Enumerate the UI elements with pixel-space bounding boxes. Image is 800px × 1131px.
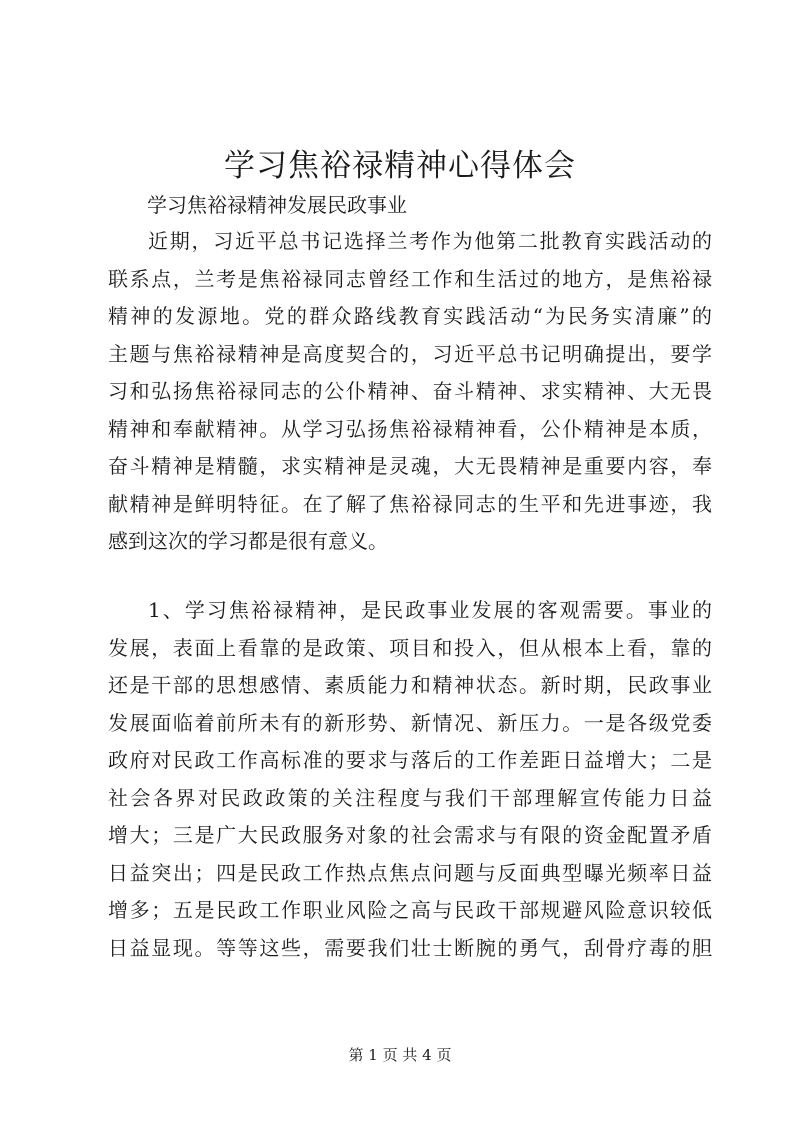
text-line: 联系点，兰考是焦裕禄同志曾经工作和生活过的地方，是焦裕禄 bbox=[108, 266, 712, 291]
text-line: 发展，表面上看靠的是政策、项目和投入，但从根本上看，靠的 bbox=[108, 635, 712, 660]
text-line: 近期，习近平总书记选择兰考作为他第二批教育实践活动的 bbox=[148, 229, 712, 253]
text-line: 感到这次的学习都是很有意义。 bbox=[108, 529, 388, 553]
paragraph-1 bbox=[108, 223, 712, 561]
subtitle: 学习焦裕禄精神发展民政事业 bbox=[147, 193, 407, 217]
text-line: 日益显现。等等这些，需要我们壮士断腕的勇气，刮骨疗毒的胆 bbox=[108, 935, 712, 960]
text-line: 社会各界对民政政策的关注程度与我们干部理解宣传能力日益 bbox=[108, 785, 712, 810]
text-line: 增多；五是民政工作职业风险之高与民政干部规避风险意识较低 bbox=[108, 898, 712, 922]
text-line: 精神和奉献精神。从学习弘扬焦裕禄精神看，公仆精神是本质， bbox=[108, 416, 712, 441]
text-line: 精神的发源地。党的群众路线教育实践活动“为民务实清廉”的 bbox=[108, 304, 712, 328]
page-footer: 第 1 页 共 4 页 bbox=[348, 1046, 452, 1064]
text-line: 奋斗精神是精髓，求实精神是灵魂，大无畏精神是重要内容，奉 bbox=[108, 454, 712, 478]
text-line: 增大；三是广大民政服务对象的社会需求与有限的资金配置矛盾 bbox=[108, 823, 712, 847]
text-line: 1、学习焦裕禄精神，是民政事业发展的客观需要。事业的 bbox=[148, 598, 712, 622]
text-line: 习和弘扬焦裕禄同志的公仆精神、奋斗精神、求实精神、大无畏 bbox=[108, 379, 712, 403]
text-line: 日益突出；四是民政工作热点焦点问题与反面典型曝光频率日益 bbox=[108, 860, 712, 885]
text-line: 献精神是鲜明特征。在了解了焦裕禄同志的生平和先进事迹，我 bbox=[108, 491, 712, 516]
text-line: 还是干部的思想感情、素质能力和精神状态。新时期，民政事业 bbox=[108, 673, 712, 697]
text-line: 发展面临着前所未有的新形势、新情况、新压力。一是各级党委 bbox=[108, 710, 712, 735]
page-title: 学习焦裕禄精神心得体会 bbox=[224, 148, 576, 184]
paragraph-2 bbox=[108, 592, 712, 967]
text-line: 主题与焦裕禄精神是高度契合的，习近平总书记明确提出，要学 bbox=[108, 341, 712, 366]
text-line: 政府对民政工作高标准的要求与落后的工作差距日益增大；二是 bbox=[108, 748, 712, 772]
